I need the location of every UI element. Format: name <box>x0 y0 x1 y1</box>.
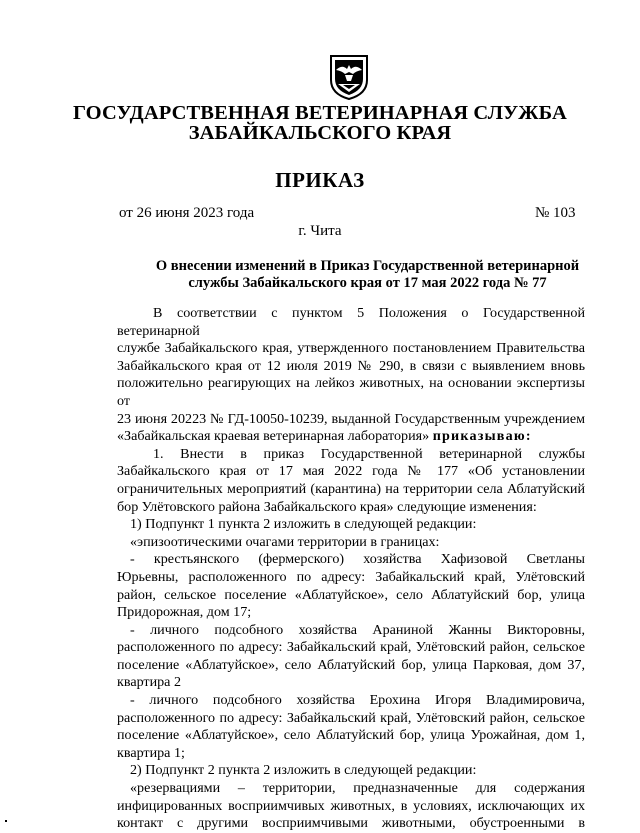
body-line: - личного подсобного хозяйства Араниной Жанны Викторовны, <box>130 621 585 638</box>
body-line: 2) Подпункт 2 пункта 2 изложить в следующей редакции: <box>130 762 477 779</box>
body-line <box>117 428 585 446</box>
order-number: № 103 <box>535 205 576 221</box>
body-line: службе Забайкальского края, утвержденного постановлением Правительства <box>117 340 585 357</box>
body-line: бор Улётовского района Забайкальского края» следующие изменения: <box>117 498 537 515</box>
body-line: Юрьевны, расположенного по адресу: Забайкальский край, Улётовский <box>117 568 585 585</box>
document-type-title: ПРИКАЗ <box>275 168 365 192</box>
order-body <box>117 305 585 833</box>
body-line: В соответствии с пунктом 5 Положения о Государственной ветеринарной <box>117 305 585 339</box>
body-line: квартира 1; <box>117 744 185 761</box>
body-line: расположенного по адресу: Забайкальский край, Улётовский район, сельское <box>117 639 585 656</box>
order-date: от 26 июня 2023 года <box>119 205 255 221</box>
body-line: 1. Внести в приказ Государственной ветеринарной службы <box>153 445 585 462</box>
order-city: г. Чита <box>298 223 342 239</box>
scan-speck <box>5 820 7 822</box>
organization-name-line1: ГОСУДАРСТВЕННАЯ ВЕТЕРИНАРНАЯ СЛУЖБА <box>73 102 567 124</box>
subject-line: О внесении изменений в Приказ Государственной ветеринарной <box>155 258 580 274</box>
body-line: поселение «Аблатуйское», село Аблатуйский бор, улица Парковая, дом 37, <box>117 656 585 673</box>
body-line: - личного подсобного хозяйства Ерохина Игоря Владимировича, <box>130 692 585 709</box>
lab-name: «Забайкальская краевая ветеринарная лаборатория» <box>117 428 430 445</box>
body-line: 1) Подпункт 1 пункта 2 изложить в следующей редакции: <box>130 516 477 533</box>
body-line: 23 июня 20223 № ГД-10050-10239, выданной Государственным учреждением <box>117 410 585 427</box>
coat-of-arms-emblem <box>328 54 370 100</box>
body-line: «резервациями – территории, предназначенные для содержания <box>130 780 585 797</box>
body-line: Забайкальского края от 12 июля 2019 № 290, в связи с выявлением вновь <box>117 357 585 374</box>
body-line: положительно реагирующих на лейкоз животных, на основании экспертизы от <box>117 375 585 409</box>
body-line: квартира 2 <box>117 674 182 691</box>
order-verb: приказываю <box>432 428 526 445</box>
subject-line: службы Забайкальского края от 17 мая 2022 года № 77 <box>188 275 547 291</box>
body-line: ограничительных мероприятий (карантина) на территории села Аблатуйский <box>117 480 585 497</box>
body-line: «эпизоотическими очагами территории в границах: <box>130 533 440 550</box>
body-line: район, сельское поселение «Аблатуйское», село Аблатуйский бор, улица <box>117 586 585 603</box>
body-line: Забайкальского края от 17 мая 2022 года № 177 «Об установлении <box>117 463 585 480</box>
order-subject <box>150 258 585 292</box>
body-line: поселение «Аблатуйское», село Аблатуйский бор, улица Урожайная, дом 1, <box>117 727 585 744</box>
body-line: расположенного по адресу: Забайкальский край, Улётовский район, сельское <box>117 709 585 726</box>
body-line: контакт с другими восприимчивыми животными, обустроенными в <box>117 815 585 832</box>
order-verb-colon: : <box>525 428 532 445</box>
body-line: Придорожная, дом 17; <box>117 604 252 621</box>
body-line: - крестьянского (фермерского) хозяйства Хафизовой Светланы <box>130 551 585 568</box>
body-line: инфицированных восприимчивых животных, в условиях, исключающих их <box>117 797 585 814</box>
organization-name-line2: ЗАБАЙКАЛЬСКОГО КРАЯ <box>188 122 452 144</box>
